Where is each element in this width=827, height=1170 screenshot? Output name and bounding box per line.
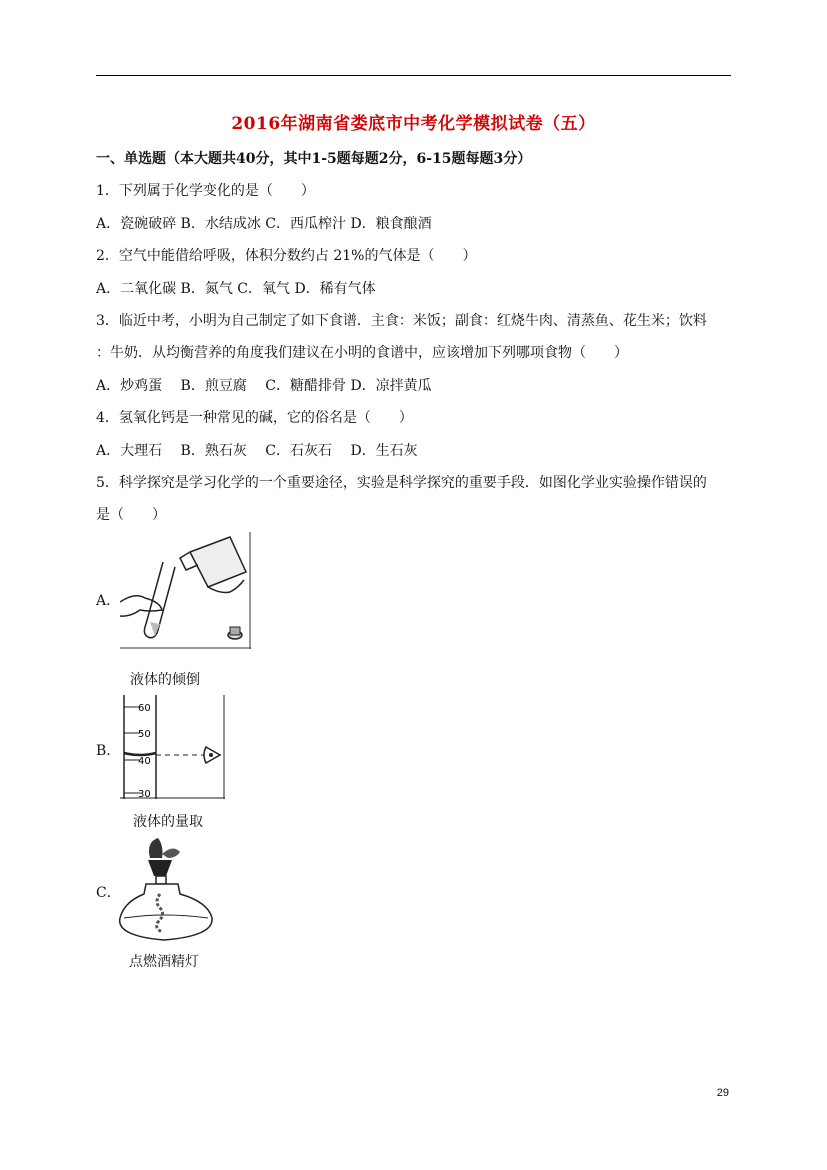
question-3-options: A．炒鸡蛋 B．煎豆腐 C．糖醋排骨 D．凉拌黄瓜 (96, 378, 432, 394)
section-heading: 一、单选题（本大题共40分，其中1-5题每题2分，6-15题每题3分） (96, 151, 532, 167)
scale-tick-30: 30 (138, 789, 151, 799)
page-number: 29 (716, 1087, 729, 1099)
alcohol-lamp-figure (118, 836, 218, 944)
scale-tick-60: 60 (138, 703, 151, 714)
option-b-caption: 液体的量取 (133, 814, 203, 830)
question-4-stem: 4．氢氧化钙是一种常见的碱，它的俗名是（ ） (96, 410, 413, 426)
scale-tick-50: 50 (138, 729, 151, 740)
question-1-options: A．瓷碗破碎 B．水结成冰 C．西瓜榨汁 D．粮食酿酒 (96, 216, 432, 232)
liquid-measuring-figure (120, 695, 225, 799)
question-2-options: A．二氧化碳 B．氮气 C．氧气 D．稀有气体 (96, 281, 376, 297)
option-a-label: A． (96, 593, 121, 609)
option-c-label: C． (96, 885, 121, 901)
question-4-options: A．大理石 B．熟石灰 C．石灰石 D．生石灰 (96, 443, 418, 459)
option-c-caption: 点燃酒精灯 (129, 954, 199, 970)
question-3-stem-line2: ：牛奶．从均衡营养的角度我们建议在小明的食谱中，应该增加下列哪项食物（ ） (96, 345, 628, 361)
header-rule (96, 75, 731, 76)
scale-tick-40: 40 (138, 756, 151, 767)
question-1-stem: 1．下列属于化学变化的是（ ） (96, 183, 315, 199)
page-title: 2016年湖南省娄底市中考化学模拟试卷（五） (231, 114, 596, 134)
liquid-pouring-figure (120, 532, 251, 649)
question-5-stem-line1: 5．科学探究是学习化学的一个重要途径，实验是科学探究的重要手段．如图化学业实验操作错误的 (96, 475, 707, 491)
question-5-stem-line2: 是（ ） (96, 507, 166, 523)
option-a-caption: 液体的倾倒 (130, 672, 200, 688)
option-b-label: B． (96, 743, 121, 759)
question-3-stem-line1: 3．临近中考，小明为自己制定了如下食谱．主食：米饭；副食：红烧牛肉、清蒸鱼、花生米；饮料 (96, 313, 707, 329)
question-2-stem: 2．空气中能借给呼吸，体积分数约占 21%的气体是（ ） (96, 248, 477, 264)
